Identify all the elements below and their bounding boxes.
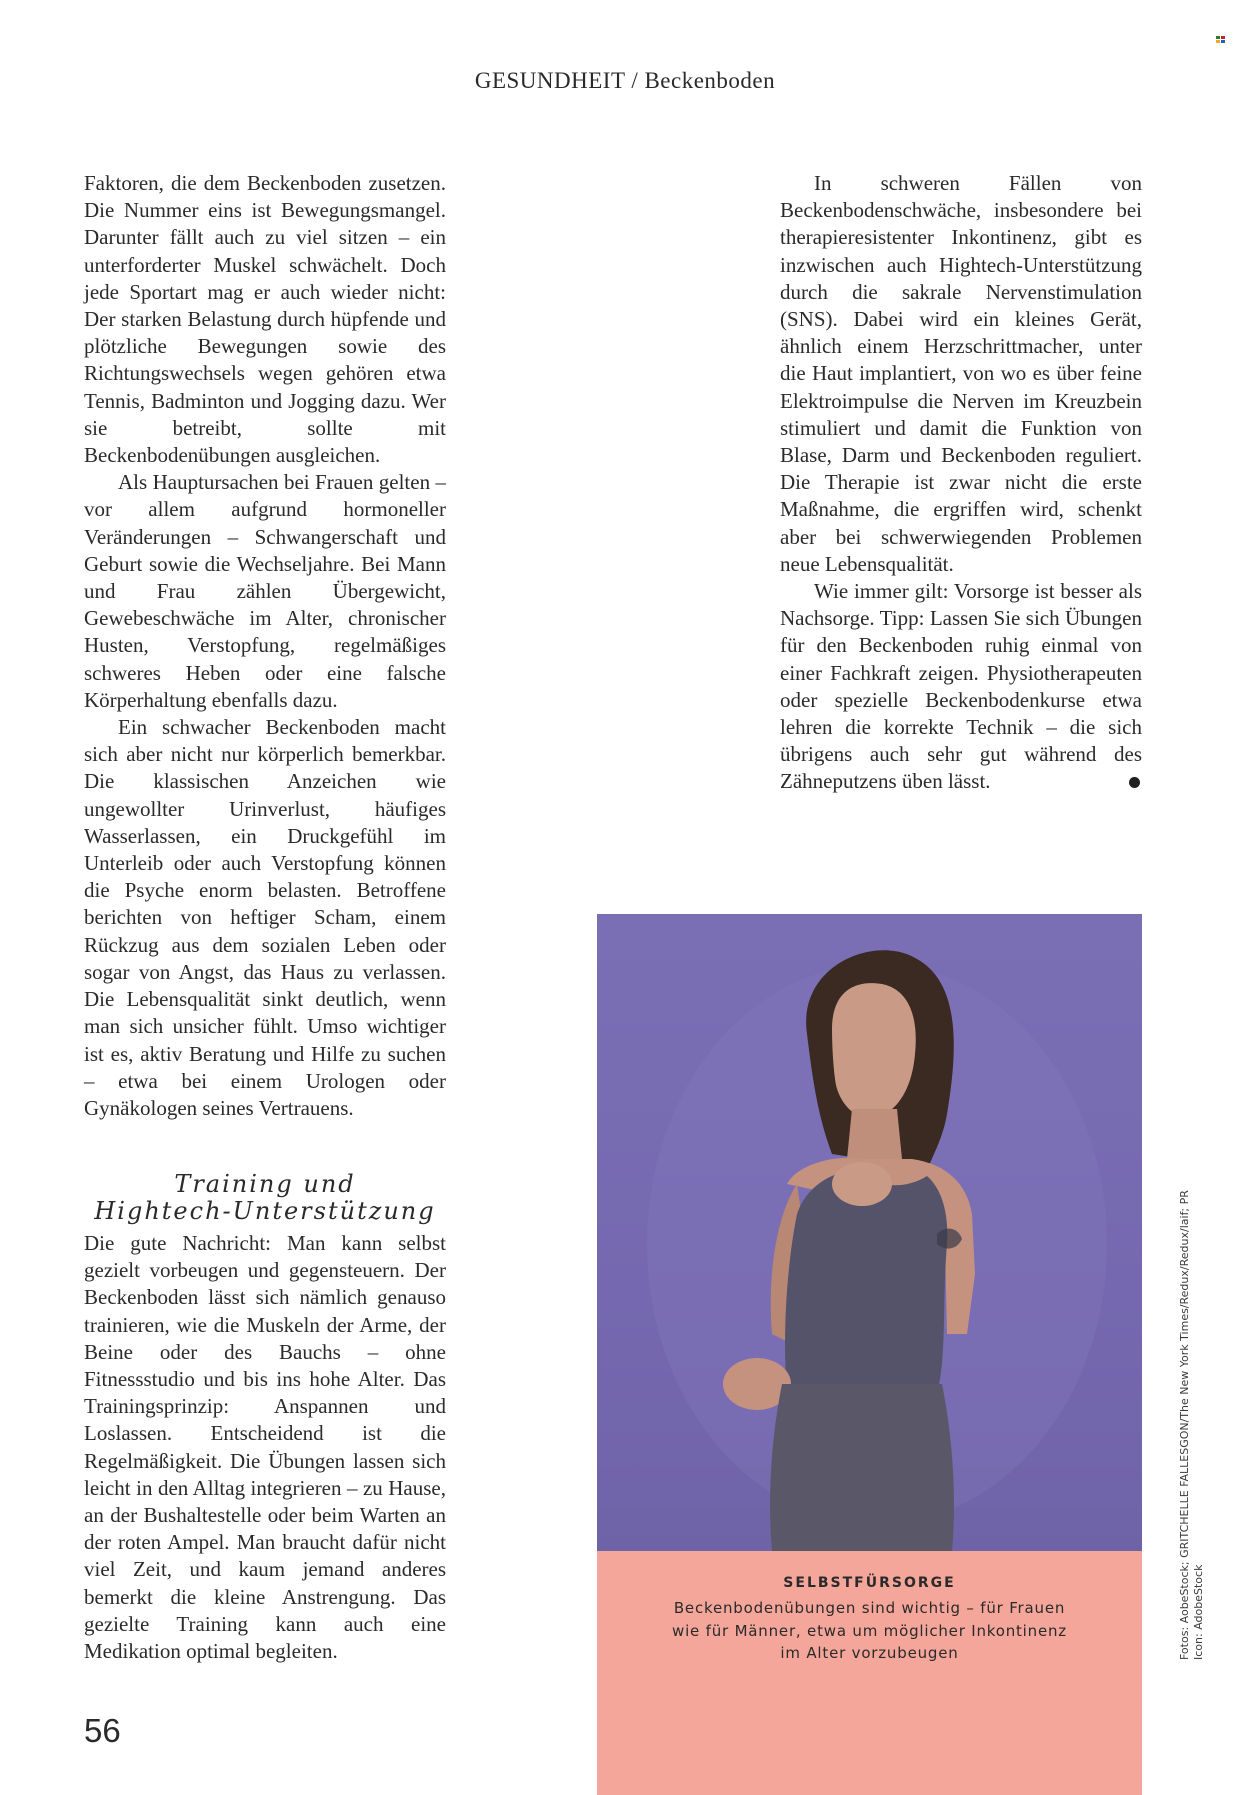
portrait-illustration: [597, 914, 1142, 1551]
paragraph: [780, 578, 1142, 796]
caption-text: Beckenbodenübungen sind wichtig – für Frauen wie für Männer, etwa um möglicher Inkontinenz im Alter vorzubeugen: [672, 1599, 1067, 1662]
caption-title: SELBSTFÜRSORGE: [783, 1575, 956, 1591]
paragraph: Faktoren, die dem Beckenboden zusetzen. Die Nummer eins ist Bewegungsmangel. Darunter fällt auch zu viel sitzen – ein unterforderter Muskel schwächelt. Doch jede Sportart mag er auch wieder nicht: Der starken Belastung durch hüpfende und plötzliche Bewegungen sowie des Richtungswechsels wegen gehören etwa Tennis, Badminton und Jogging dazu. Wer sie betreibt, sollte mit Beckenbodenübungen ausgleichen.: [84, 171, 446, 468]
right-column-text: [780, 170, 1142, 796]
subheading-line-2: Hightech-Unterstützung: [94, 1197, 436, 1225]
credits-line-1: Fotos: AobeStock; GRITCHELLE FALLESGON/The New York Times/Redux/Redux/laif; PR: [1178, 1190, 1191, 1660]
paragraph: Als Hauptursachen bei Frauen gelten – vor allem aufgrund hormoneller Veränderungen – Schwangerschaft und Geburt sowie die Wechseljahre. Bei Mann und Frau zählen Übergewicht, Gewebeschwäche im Alter, chronischer Husten, Verstopfung, regelmäßiges schweres Heben oder eine falsche Körperhaltung ebenfalls dazu.: [84, 470, 446, 712]
left-column-text: [84, 170, 446, 1122]
photo-credits: [1178, 1160, 1206, 1660]
end-mark-icon: [1129, 777, 1140, 788]
color-mark-icon: [1216, 36, 1226, 44]
subheading-line-1: Training und: [174, 1170, 356, 1198]
woman-portrait-photo: [597, 914, 1142, 1551]
section-header: GESUNDHEIT / Beckenboden: [474, 68, 776, 93]
page-number: 56: [84, 1712, 121, 1749]
paragraph: In schweren Fällen von Beckenbodenschwäche, insbesondere bei therapieresistenter Inkontinenz, gibt es inzwischen auch Hightech-Unterstützung durch die sakrale Nervenstimulation (SNS). Dabei wird ein kleines Gerät, ähnlich einem Herzschrittmacher, unter die Haut implantiert, von wo es über feine Elektroimpulse die Nerven im Kreuzbein stimuliert und damit die Funktion von Blase, Darm und Beckenboden reguliert. Die Therapie ist zwar nicht die erste Maßnahme, die ergriffen wird, schenkt aber bei schwerwiegenden Problemen neue Lebensqualität.: [780, 171, 1142, 576]
photo-caption: [597, 1551, 1142, 1795]
paragraph: Die gute Nachricht: Man kann selbst gezielt vorbeugen und gegensteuern. Der Beckenboden lässt sich nämlich genauso trainieren, wie die Muskeln der Arme, der Beine oder des Bauchs – ohne Fitnessstudio und bis ins hohe Alter. Das Trainingsprinzip: Anspannen und Loslassen. Entscheidend ist die Regelmäßigkeit. Die Übungen lassen sich leicht in den Alltag integrieren – zu Hause, an der Bushaltestelle oder beim Warten an der roten Ampel. Man braucht dafür nicht viel Zeit, und kaum jemand anderes bemerkt die kleine Anstrengung. Das gezielte Training kann auch eine Medikation optimal begleiten.: [84, 1231, 446, 1664]
paragraph-text: Wie immer gilt: Vorsorge ist besser als Nachsorge. Tipp: Lassen Sie sich Übungen für den Beckenboden ruhig einmal von einer Fachkraft zeigen. Physiotherapeuten oder spezielle Beckenbodenkurse etwa lehren die korrekte Technik – die sich übrigens auch sehr gut während des Zähneputzens üben lässt.: [780, 579, 1142, 794]
credits-line-2: Icon: AdobeStock: [1192, 1564, 1205, 1660]
paragraph: Ein schwacher Beckenboden macht sich aber nicht nur körperlich bemerkbar. Die klassischen Anzeichen wie ungewollter Urinverlust, häufiges Wasserlassen, ein Druckgefühl im Unterleib oder auch Verstopfung können die Psyche enorm belasten. Betroffene berichten von heftiger Scham, einem Rückzug aus dem sozialen Leben oder sogar von Angst, das Haus zu verlassen. Die Lebensqualität sinkt deutlich, wenn man sich unsicher fühlt. Umso wichtiger ist es, aktiv Beratung und Hilfe zu suchen – etwa bei einem Urologen oder Gynäkologen seines Vertrauens.: [84, 715, 446, 1120]
subheading: [84, 1171, 446, 1225]
training-text: [84, 1230, 446, 1665]
